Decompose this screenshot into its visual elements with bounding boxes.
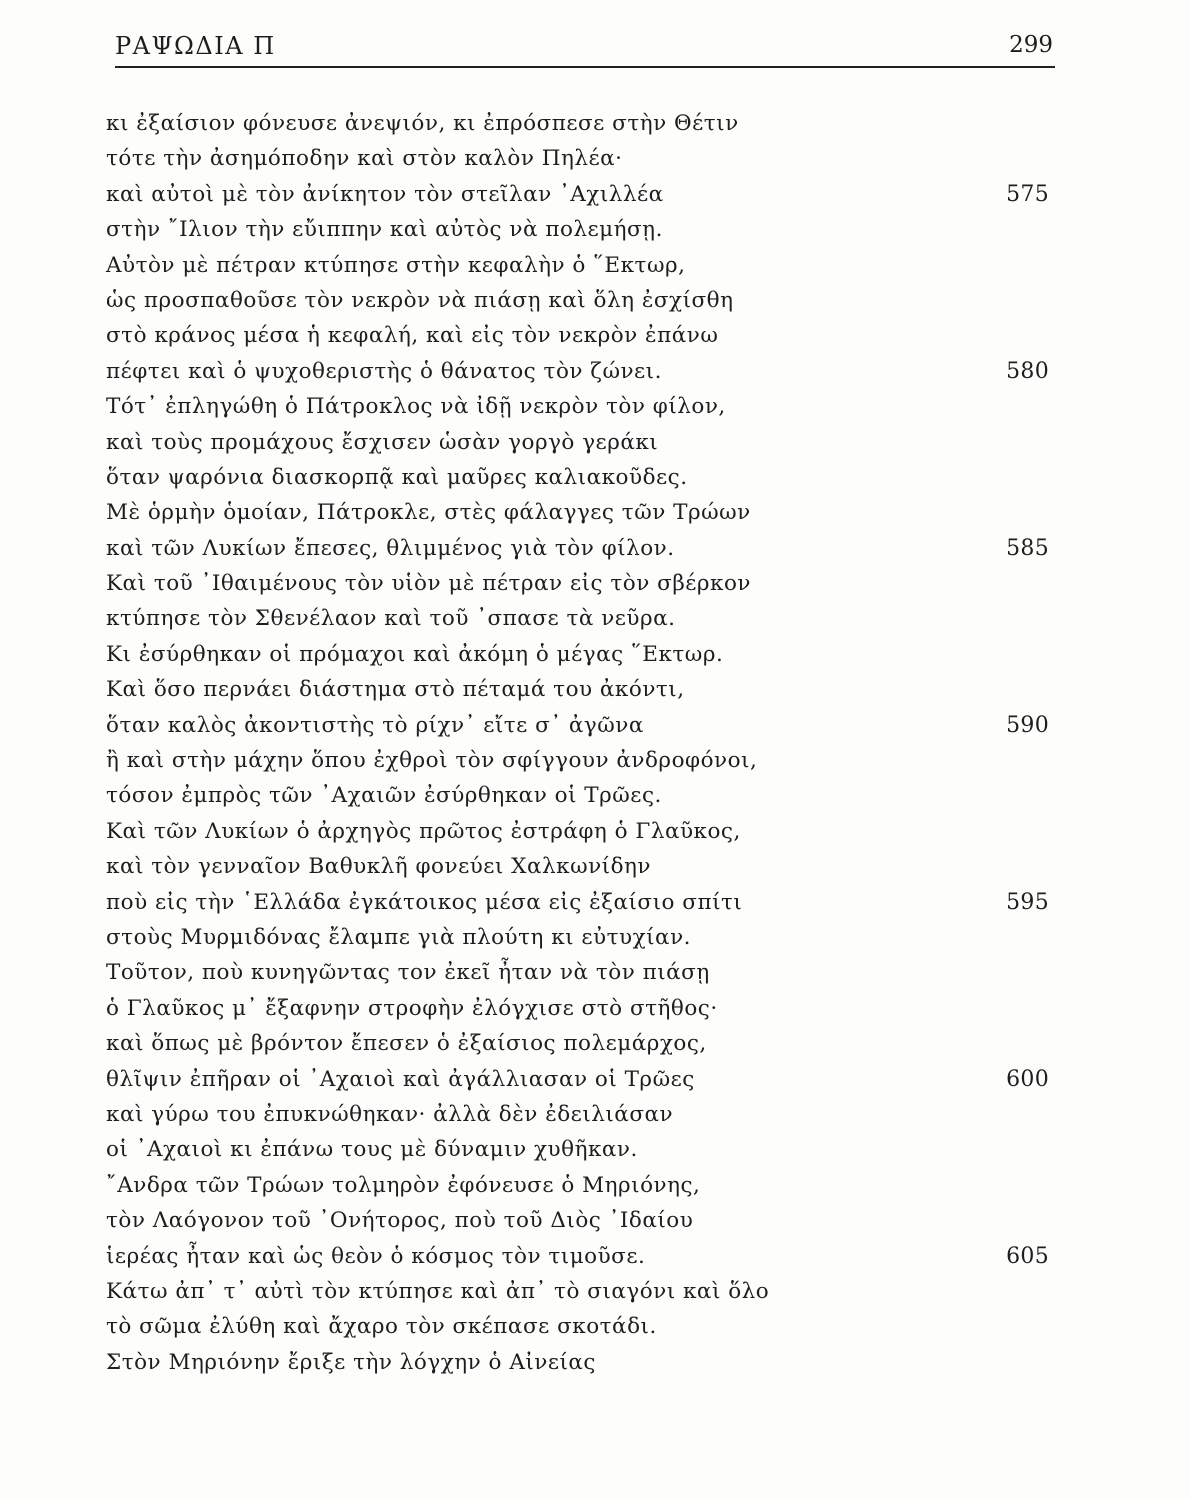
verse-line <box>100 991 1055 1026</box>
verse-text: Τότ᾿ ἐπληγώθη ὁ Πάτροκλος νὰ ἰδῇ νεκρὸν τὸν φίλον, <box>106 394 726 420</box>
verse-line <box>100 1168 1055 1203</box>
verse-text: τόσον ἐμπρὸς τῶν ᾿Αχαιῶν ἐσύρθηκαν οἱ Τρῶες. <box>106 783 662 809</box>
verse-line <box>100 637 1055 672</box>
verse-line <box>100 885 1055 920</box>
verse-number: 595 <box>1006 889 1049 915</box>
verse-line <box>100 1026 1055 1061</box>
verse-line <box>100 601 1055 636</box>
verse-text: ὅταν ψαρόνια διασκορπᾷ καὶ μαῦρες καλιακοῦδες. <box>106 464 688 490</box>
verse-list <box>100 106 1055 1380</box>
verse-text: καὶ ὅπως μὲ βρόντον ἔπεσεν ὁ ἐξαίσιος πολεμάρχος, <box>106 1031 707 1057</box>
running-title: ΡΑΨΩΔΙΑ Π <box>115 32 276 60</box>
verse-text: τότε τὴν ἀσημόποδην καὶ στὸν καλὸν Πηλέα· <box>106 146 623 172</box>
verse-line <box>100 248 1055 283</box>
verse-text: καὶ τῶν Λυκίων ἔπεσες, θλιμμένος γιὰ τὸν φίλον. <box>106 535 675 561</box>
verse-text: ὅταν καλὸς ἀκοντιστὴς τὸ ρίχν᾿ εἴτε σ᾿ ἀγῶνα <box>106 712 644 738</box>
verse-line <box>100 814 1055 849</box>
verse-text: Καὶ τῶν Λυκίων ὁ ἀρχηγὸς πρῶτος ἐστράφη ὁ Γλαῦκος, <box>106 818 741 844</box>
verse-line <box>100 141 1055 176</box>
page-header <box>115 28 1055 68</box>
verse-line <box>100 708 1055 743</box>
verse-line <box>100 778 1055 813</box>
verse-number: 575 <box>1006 181 1049 207</box>
verse-text: καὶ τὸν γενναῖον Βαθυκλῆ φονεύει Χαλκωνίδην <box>106 854 651 880</box>
verse-line <box>100 177 1055 212</box>
verse-text: Τοῦτον, ποὺ κυνηγῶντας τον ἐκεῖ ἦταν νὰ τὸν πιάσῃ <box>106 960 710 986</box>
verse-text: στὴν ῎Ιλιον τὴν εὔιππην καὶ αὐτὸς νὰ πολεμήσῃ. <box>106 217 663 243</box>
verse-line <box>100 460 1055 495</box>
verse-line <box>100 106 1055 141</box>
verse-text: Καὶ τοῦ ᾿Ιθαιμένους τὸν υἱὸν μὲ πέτραν εἰς τὸν σβέρκον <box>106 571 751 597</box>
verse-text: ὡς προσπαθοῦσε τὸν νεκρὸν νὰ πιάσῃ καὶ ὅλη ἐσχίσθη <box>106 287 734 313</box>
verse-line <box>100 920 1055 955</box>
verse-number: 590 <box>1006 712 1049 738</box>
verse-line <box>100 212 1055 247</box>
verse-text: Κι ἐσύρθηκαν οἱ πρόμαχοι καὶ ἀκόμη ὁ μέγας ῞Εκτωρ. <box>106 641 724 667</box>
header-rule <box>115 66 1055 68</box>
verse-text: ποὺ εἰς τὴν ῾Ελλάδα ἐγκάτοικος μέσα εἰς ἐξαίσιο σπίτι <box>106 889 743 915</box>
verse-text: ἱερέας ἦταν καὶ ὡς θεὸν ὁ κόσμος τὸν τιμοῦσε. <box>106 1243 646 1269</box>
verse-text: ἢ καὶ στὴν μάχην ὅπου ἐχθροὶ τὸν σφίγγουν ἀνδροφόνοι, <box>106 748 758 774</box>
verse-line <box>100 318 1055 353</box>
verse-text: καὶ γύρω του ἐπυκνώθηκαν· ἀλλὰ δὲν ἐδειλιάσαν <box>106 1101 674 1127</box>
verse-line <box>100 1274 1055 1309</box>
verse-text: κι ἐξαίσιον φόνευσε ἀνεψιόν, κι ἐπρόσπεσε στὴν Θέτιν <box>106 111 739 136</box>
verse-text: κτύπησε τὸν Σθενέλαον καὶ τοῦ ᾿σπασε τὰ νεῦρα. <box>106 606 676 632</box>
verse-text: οἱ ᾿Αχαιοὶ κι ἐπάνω τους μὲ δύναμιν χυθῆκαν. <box>106 1137 638 1163</box>
verse-text: Κάτω ἀπ᾿ τ᾿ αὐτὶ τὸν κτύπησε καὶ ἀπ᾿ τὸ σιαγόνι καὶ ὅλο <box>106 1278 770 1304</box>
verse-line <box>100 1062 1055 1097</box>
verse-line <box>100 1239 1055 1274</box>
verse-line <box>100 672 1055 707</box>
verse-line <box>100 955 1055 990</box>
verse-text: στὸ κράνος μέσα ἡ κεφαλή, καὶ εἰς τὸν νεκρὸν ἐπάνω <box>106 323 719 349</box>
verse-line <box>100 389 1055 424</box>
verse-text: τὸν Λαόγονον τοῦ ᾿Ονήτορος, ποὺ τοῦ Διὸς ᾿Ιδαίου <box>106 1208 694 1234</box>
verse-line <box>100 425 1055 460</box>
verse-text: Αὐτὸν μὲ πέτραν κτύπησε στὴν κεφαλὴν ὁ ῞Εκτωρ, <box>106 252 686 278</box>
verse-line <box>100 1203 1055 1238</box>
verse-line <box>100 531 1055 566</box>
verse-number: 600 <box>1006 1066 1049 1092</box>
verse-line <box>100 566 1055 601</box>
verse-text: καὶ αὐτοὶ μὲ τὸν ἀνίκητον τὸν στεῖλαν ᾿Αχιλλέα <box>106 181 664 207</box>
verse-line <box>100 283 1055 318</box>
verse-text: στοὺς Μυρμιδόνας ἔλαμπε γιὰ πλούτη κι εὐτυχίαν. <box>106 924 691 950</box>
verse-text: θλῖψιν ἐπῆραν οἱ ᾿Αχαιοὶ καὶ ἀγάλλιασαν οἱ Τρῶες <box>106 1066 695 1092</box>
page-number: 299 <box>1009 32 1053 58</box>
verse-line <box>100 1097 1055 1132</box>
verse-line <box>100 495 1055 530</box>
verse-line <box>100 1345 1055 1380</box>
verse-text: καὶ τοὺς προμάχους ἔσχισεν ὡσὰν γοργὸ γεράκι <box>106 429 659 455</box>
verse-number: 580 <box>1006 358 1049 384</box>
verse-line <box>100 1132 1055 1167</box>
verse-text: πέφτει καὶ ὁ ψυχοθεριστὴς ὁ θάνατος τὸν ζώνει. <box>106 358 662 384</box>
verse-line <box>100 743 1055 778</box>
verse-text: Καὶ ὅσο περνάει διάστημα στὸ πέταμά του ἀκόντι, <box>106 677 685 703</box>
verse-line <box>100 354 1055 389</box>
verse-line <box>100 1309 1055 1344</box>
verse-text: Στὸν Μηριόνην ἔριξε τὴν λόγχην ὁ Αἰνείας <box>106 1349 596 1375</box>
verse-text: ῎Ανδρα τῶν Τρώων τολμηρὸν ἐφόνευσε ὁ Μηριόνης, <box>106 1172 701 1198</box>
verse-number: 605 <box>1006 1243 1049 1269</box>
verse-text: Μὲ ὁρμὴν ὁμοίαν, Πάτροκλε, στὲς φάλαγγες τῶν Τρώων <box>106 500 751 526</box>
verse-text: τὸ σῶμα ἐλύθη καὶ ἄχαρο τὸν σκέπασε σκοτάδι. <box>106 1314 657 1340</box>
verse-line <box>100 849 1055 884</box>
verse-text: ὁ Γλαῦκος μ᾿ ἔξαφνην στροφὴν ἐλόγχισε στὸ στῆθος· <box>106 995 718 1021</box>
verse-number: 585 <box>1006 535 1049 561</box>
